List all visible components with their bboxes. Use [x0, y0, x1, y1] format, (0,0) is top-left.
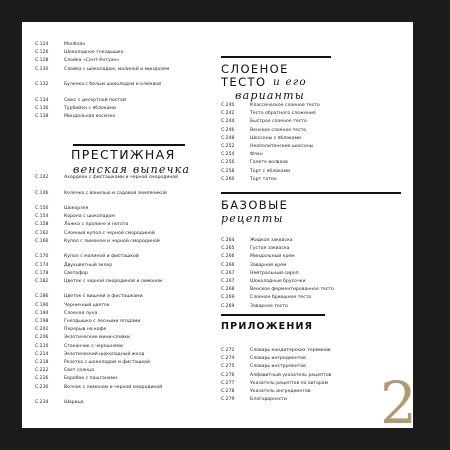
toc-page-ref: С.136 — [35, 105, 49, 111]
toc-page-ref: С.206 — [35, 335, 49, 341]
toc-entry-title: Турбийон с яблоками — [64, 105, 116, 111]
toc-page-ref: С.138 — [35, 114, 49, 119]
toc-page-ref: С.218 — [35, 360, 49, 365]
toc-entry — [221, 356, 401, 363]
section-subtitle-basic: рецепты — [221, 212, 284, 225]
divider-rule — [73, 144, 185, 146]
toc-entry-title: Экзотические мини-слойки — [64, 335, 131, 341]
toc-page-ref: С.278 — [221, 389, 235, 394]
toc-entry — [221, 271, 401, 278]
toc-entry-title: Миндальная косичка — [64, 114, 116, 119]
toc-page-ref: С.130 — [35, 66, 49, 72]
toc-page-ref: С.210 — [35, 343, 49, 349]
toc-entry-title: Слоеная луна — [64, 310, 98, 316]
section-subtitle-puff: варианты — [235, 89, 305, 102]
toc-entry — [35, 67, 200, 74]
toc-entry-title: Торт татен — [250, 176, 277, 182]
toc-entry-title: Указатель рецептов по авторам — [250, 380, 329, 386]
toc-entry-title: Алфавитный указатель рецептов — [250, 372, 332, 378]
toc-entry — [221, 279, 401, 286]
toc-entry-title: Шарица — [64, 400, 84, 406]
toc-page-ref: С.222 — [35, 368, 49, 374]
toc-page-ref: С.186 — [35, 294, 49, 300]
toc-page-ref: С.265 — [221, 246, 235, 252]
toc-entry — [221, 144, 401, 151]
toc-entry — [221, 103, 401, 110]
toc-entry — [221, 160, 401, 167]
toc-entry-title: Двухцветный эклер — [64, 262, 113, 268]
toc-page-ref: С.242 — [221, 111, 235, 117]
toc-entry-title: Шоколадное гнездышко — [64, 50, 124, 56]
toc-page-ref: С.266 — [221, 262, 235, 268]
toc-page-ref: С.226 — [35, 376, 49, 382]
toc-page-ref: С.142 — [35, 175, 49, 180]
toc-entry-title: Корона с шоколадом — [64, 214, 115, 220]
toc-page-ref: С.202 — [35, 327, 49, 333]
toc-entry — [35, 58, 200, 65]
toc-entry — [35, 175, 200, 182]
toc-entry-title: Заварное тесто — [250, 303, 288, 309]
toc-page-ref: С.274 — [221, 356, 235, 362]
toc-entry-title: Слоеный купол с черной смородиной — [64, 230, 155, 236]
section-title-puff: СЛОЕНОЕ — [221, 62, 289, 76]
section-title-prestige: ПРЕСТИЖНАЯ — [71, 147, 176, 162]
toc-page-ref: С.182 — [35, 278, 49, 284]
toc-entry — [35, 231, 200, 238]
toc-entry — [35, 114, 200, 121]
toc-entry — [221, 373, 401, 380]
toc-entry-title: Светофор — [64, 270, 88, 276]
toc-entry — [35, 319, 200, 326]
toc-entry-title: Цветок с вишней и фисташками — [64, 294, 143, 300]
toc-entry-title: Купол с лимоном и черной смородиной — [64, 238, 160, 244]
toc-entry-title: Жидкая закваска — [250, 238, 293, 243]
toc-page-ref: С.170 — [35, 254, 49, 260]
toc-entry — [35, 368, 200, 375]
toc-entry-title: Свет солнца — [64, 368, 95, 374]
toc-entry-title: Миндальный крем — [250, 254, 295, 260]
toc-entry — [221, 389, 401, 396]
toc-entry-title: Словарь кондитерских терминов — [250, 348, 331, 353]
toc-page-ref: С.124 — [35, 42, 49, 47]
section-title-puff-2: ТЕСТО — [221, 75, 267, 89]
toc-page-ref: С.277 — [221, 380, 235, 386]
toc-entry — [35, 344, 200, 351]
toc-entry — [221, 397, 401, 404]
toc-entry — [221, 177, 401, 184]
toc-page-ref: С.134 — [35, 97, 49, 103]
toc-entry — [35, 254, 200, 261]
toc-entry-title: Гнездышко с лесными ягодами — [64, 319, 141, 324]
toc-entry-title: Ахордеон с фисташками и черной смородиной — [64, 175, 179, 180]
toc-entry — [35, 311, 200, 318]
toc-entry — [221, 348, 401, 355]
toc-entry — [35, 239, 200, 246]
toc-entry — [221, 364, 401, 371]
toc-page-ref: С.132 — [35, 82, 49, 88]
toc-entry-title: Сюкс с десертной постой — [64, 97, 126, 103]
toc-page-ref: С.276 — [221, 372, 235, 378]
toc-entry-title: Галете волваов — [250, 160, 288, 166]
toc-entry-title: Благодарности — [250, 397, 288, 403]
toc-entry-title: Указатель ингредиентов — [250, 389, 311, 394]
section-title-basic: БАЗОВЫЕ — [221, 198, 289, 212]
toc-entry-title: Шоссоны с яблоками — [250, 135, 302, 141]
toc-entry-title: Слоеное бриошное тесто — [250, 295, 312, 301]
toc-page-ref: С.158 — [35, 222, 49, 228]
divider-rule — [221, 314, 325, 316]
toc-page-ref: С.258 — [221, 168, 235, 174]
toc-entry — [35, 360, 200, 367]
toc-page-ref: С.128 — [35, 58, 49, 64]
toc-entry-title: Стаканчик с черешнями — [64, 343, 123, 349]
toc-page-ref: С.246 — [221, 127, 235, 133]
toc-entry-title: Булочка с белым шоколадом и клюквой — [64, 82, 162, 88]
toc-entry — [35, 303, 200, 310]
toc-entry-title: Цветок с черной смородиной и лимоном — [64, 278, 163, 284]
toc-entry — [35, 400, 200, 407]
toc-entry — [35, 106, 200, 113]
toc-entry-title: Тесто обратного сложения — [250, 111, 316, 117]
toc-entry — [35, 271, 200, 278]
toc-page-ref: С.214 — [35, 351, 49, 357]
toc-entry — [35, 50, 200, 57]
toc-page-ref: С.267 — [221, 279, 235, 284]
toc-page-ref: С.154 — [35, 214, 49, 220]
toc-entry-title: Густая закваска — [250, 246, 290, 252]
toc-entry-title: Заварной крем — [250, 262, 287, 268]
toc-entry — [221, 169, 401, 176]
toc-page-ref: С.268 — [221, 287, 235, 293]
toc-entry-title: Флан — [250, 152, 263, 158]
toc-page-ref: С.264 — [221, 238, 235, 243]
toc-entry — [221, 152, 401, 159]
toc-entry-title: Быстрое слоеное тесто — [250, 119, 307, 125]
toc-page-ref: С.252 — [221, 144, 235, 149]
toc-page-ref: С.234 — [35, 400, 49, 406]
toc-entry — [35, 98, 200, 105]
toc-page-ref: С.260 — [221, 176, 235, 182]
toc-entry — [35, 82, 200, 89]
section-title-appendix: ПРИЛОЖЕНИЯ — [221, 321, 314, 332]
toc-page-ref: С.190 — [35, 302, 49, 308]
toc-entry — [221, 119, 401, 126]
toc-entry-title: Купол с малиной и фисташкой — [64, 254, 139, 260]
toc-page-ref: С.150 — [35, 206, 49, 211]
toc-page-ref: С.269 — [221, 303, 235, 309]
toc-entry — [221, 254, 401, 261]
toc-page-ref: С.275 — [221, 364, 235, 370]
toc-entry-title: Ложка с пралине и ногата — [64, 222, 129, 228]
toc-entry — [35, 294, 200, 301]
toc-page-ref: С.240 — [221, 103, 235, 108]
toc-page-ref: С.166 — [35, 238, 49, 244]
toc-entry — [221, 238, 401, 245]
toc-page-ref: С.126 — [35, 50, 49, 56]
toc-page-ref: С.269 — [221, 295, 235, 301]
toc-entry-title: Шокорзея — [64, 206, 89, 211]
toc-page-ref: С.256 — [221, 160, 235, 166]
toc-page-ref: С.254 — [221, 152, 235, 158]
toc-entry — [221, 246, 401, 253]
toc-page-ref: С.162 — [35, 230, 49, 236]
toc-entry-title: Неаполитанские шоссоны — [250, 144, 314, 149]
toc-entry-title: Боробок с пашганами — [64, 376, 118, 382]
toc-entry-title: Классическое слоеное тесто — [250, 103, 320, 108]
toc-entry-title: Словарь инструментов — [250, 364, 306, 370]
toc-entry — [221, 263, 401, 270]
toc-entry-title: Слойка с шоколадом, малиной и миндалем — [64, 66, 170, 72]
divider-rule — [221, 192, 401, 194]
page-number: 2 — [380, 369, 417, 437]
toc-entry-title: Слойка «Сент-Антуан» — [64, 58, 120, 64]
toc-entry-title: Волчок с лимоном и черной смородиной — [64, 384, 163, 390]
toc-entry-title: Торт с яблоками — [250, 168, 291, 174]
toc-entry-title: Венское слоеное тесто — [250, 127, 307, 133]
toc-entry-title: Словарь ингредиентов — [250, 356, 306, 362]
toc-entry — [35, 327, 200, 334]
toc-page-ref: С.146 — [35, 190, 49, 196]
toc-page-ref: С.198 — [35, 319, 49, 324]
toc-entry — [35, 42, 200, 49]
divider-rule — [221, 56, 331, 58]
toc-entry-title: Колечко с ванилью и садовой земляникой — [64, 190, 167, 196]
toc-entry — [35, 335, 200, 342]
toc-page-ref: С.279 — [221, 397, 235, 403]
toc-entry — [35, 191, 200, 198]
toc-entry — [221, 136, 401, 143]
toc-page-ref: С.178 — [35, 270, 49, 276]
toc-entry — [35, 376, 200, 383]
toc-entry-title: Розетка с шоколадом и фисташкой — [64, 360, 150, 365]
toc-entry — [221, 381, 401, 388]
toc-page-ref: С.267 — [221, 270, 235, 276]
toc-page-ref: С.244 — [221, 119, 235, 125]
toc-entry — [221, 304, 401, 311]
toc-entry — [221, 111, 401, 118]
toc-page-ref: С.266 — [221, 254, 235, 260]
toc-entry-title: Черничный цветок — [64, 302, 110, 308]
toc-entry — [35, 385, 200, 392]
toc-entry-title: Нейтральный сироп — [250, 270, 299, 276]
toc-entry-title: Экзотический шоколадный жезд — [64, 351, 145, 357]
toc-entry-title: Монблан — [64, 42, 86, 47]
toc-entry-title: Венское ферментированное тесто — [250, 287, 334, 293]
toc-entry-title: Шоколадные брусочки — [250, 279, 306, 284]
toc-entry — [221, 295, 401, 302]
toc-entry — [35, 352, 200, 359]
toc-entry — [35, 263, 200, 270]
toc-page-ref: С.230 — [35, 384, 49, 390]
toc-entry — [221, 287, 401, 294]
toc-entry — [35, 279, 200, 286]
toc-page-ref: С.272 — [221, 348, 235, 353]
toc-page-ref: С.174 — [35, 262, 49, 268]
toc-page-ref: С.248 — [221, 135, 235, 141]
section-subtitle-puff-2: и его — [273, 76, 307, 88]
toc-entry — [35, 206, 200, 213]
toc-entry — [35, 222, 200, 229]
toc-page — [22, 22, 413, 428]
toc-entry — [35, 214, 200, 221]
section-subtitle-prestige: венская выпечка — [73, 163, 191, 176]
toc-page-ref: С.194 — [35, 310, 49, 316]
toc-entry-title: Перерыв на кофе — [64, 327, 107, 333]
toc-entry — [221, 128, 401, 135]
